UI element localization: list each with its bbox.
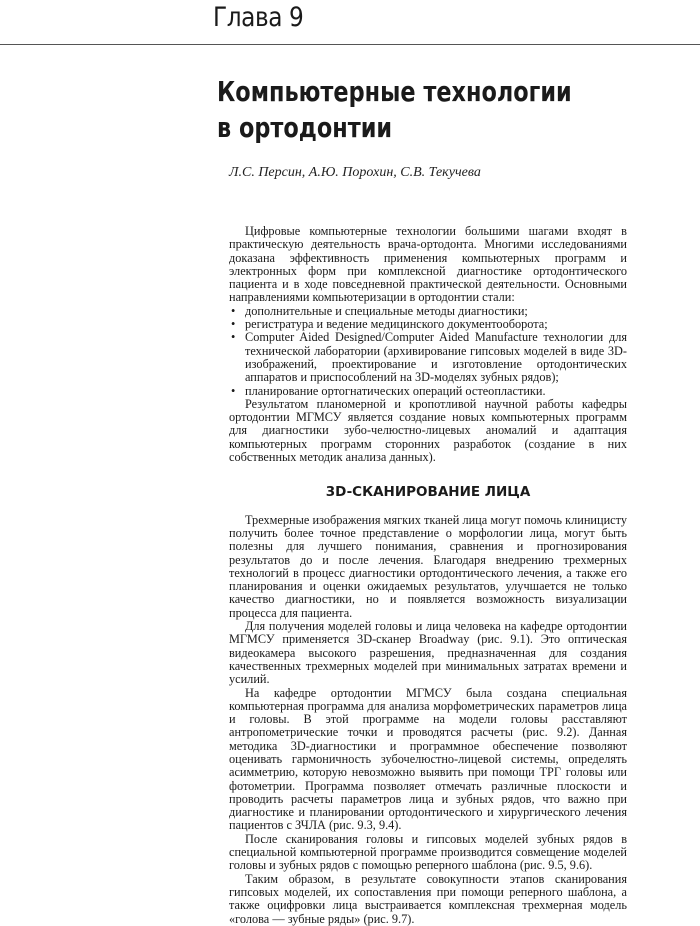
list-item bbox=[229, 331, 627, 384]
section-paragraph: Трехмерные изображения мягких тканей лица могут помочь клиницисту получить более точное представление о морфологии лица, могут быть полезны для лучшего понимания, сравнения и прогнозирования результатов до и после лечения. Благодаря внедрению трехмерных технологий в процесс диагностики ортодонтического лечения, а также его планирования и оценки ожидаемых результатов, улучшается не только качество диагностики, но и появляется возможность визуализации процесса для пациента. bbox=[229, 512, 627, 620]
bullet-icon: • bbox=[231, 317, 236, 332]
section-paragraph: На кафедре ортодонтии МГМСУ была создана специальная компьютерная программа для анализа морфометрических параметров лица и головы. В этой программе на модели головы расставляют антропометрические точки и проводятся расчеты (рис. 9.2). Данная методика 3D-диагностики и программное обеспечение позволяют оценивать гармоничность зубочелюстно-лицевой системы, определять асимметрию, которую невозможно выявить при помощи ТРГ головы или фотометрии. Программа позволяет отмечать различные плоскости и проводить расчеты параметров лица и зубных рядов, что важно при диагностике и планировании ортодонтического и хирургического лечения пациентов с ЗЧЛА (рис. 9.3, 9.4). bbox=[229, 685, 627, 833]
list-item bbox=[229, 385, 627, 398]
chapter-title: Глава 9 bbox=[213, 2, 304, 33]
section-paragraph: После сканирования головы и гипсовых моделей зубных рядов в специальной компьютерной программе производится совмещение моделей головы и зубных рядов с помощью реперного шаблона (рис. 9.5, 9.6). bbox=[229, 831, 627, 873]
bullet-list bbox=[229, 305, 627, 398]
page-title-line-2: в ортодонтии bbox=[217, 111, 393, 144]
list-item-text: Computer Aided Designed/Computer Aided Manufacture технологии для технической лаборатории (архивирование гипсовых моделей в виде 3D-изображений, проектирование и изготовление ортодонтических аппаратов и приспособлений на 3D-моделях зубных рядов); bbox=[245, 330, 627, 385]
body-text bbox=[229, 225, 627, 926]
list-item bbox=[229, 305, 627, 318]
intro-paragraph-1: Цифровые компьютерные технологии большими шагами входят в практическую деятельность врача-ортодонта. Многими исследованиями доказана эффективность применения компьютерных программ и электронных форм при комплексной диагностике ортодонтического пациента и в ходе повседневной практической деятельности. Основными направлениями компьютеризации в ортодонтии стали: bbox=[229, 224, 627, 305]
section-paragraph: Таким образом, в результате совокупности этапов сканирования гипсовых моделей, их сопоставления при помощи реперного шаблона, а также оцифровки лица выстраивается комплексная трехмерная модель «голова — зубные ряды» (рис. 9.7). bbox=[229, 871, 627, 926]
list-item bbox=[229, 318, 627, 331]
intro-paragraph-2: Результатом планомерной и кропотливой научной работы кафедры ортодонтии МГМСУ является создание новых компьютерных программ для диагностики зубо-челюстно-лицевых аномалий и адаптация компьютерных программ сторонних разработок (создание в них собственных методик анализа данных). bbox=[229, 396, 627, 465]
section-heading: 3D-СКАНИРОВАНИЕ ЛИЦА bbox=[325, 484, 531, 501]
bullet-icon: • bbox=[231, 383, 236, 398]
page-title bbox=[217, 74, 585, 146]
list-item-text: регистратура и ведение медицинского документооборота; bbox=[245, 317, 548, 332]
page-title-line-1: Компьютерные технологии bbox=[217, 75, 572, 108]
bullet-icon: • bbox=[231, 330, 236, 345]
chapter-header bbox=[0, 0, 700, 46]
authors: Л.С. Персин, А.Ю. Порохин, С.В. Текучева bbox=[229, 165, 481, 180]
section-paragraph: Для получения моделей головы и лица человека на кафедре ортодонтии МГМСУ применяется 3D-сканер Broadway (рис. 9.1). Это оптическая видеокамера высокого разрешения, предназначенная для создания качественных трехмерных моделей при минимальных затратах времени и усилий. bbox=[229, 619, 627, 687]
list-item-text: дополнительные и специальные методы диагностики; bbox=[245, 303, 528, 318]
bullet-icon: • bbox=[231, 303, 236, 318]
list-item-text: планирование ортогнатических операций остеопластики. bbox=[245, 383, 546, 398]
chapter-divider bbox=[0, 44, 700, 45]
